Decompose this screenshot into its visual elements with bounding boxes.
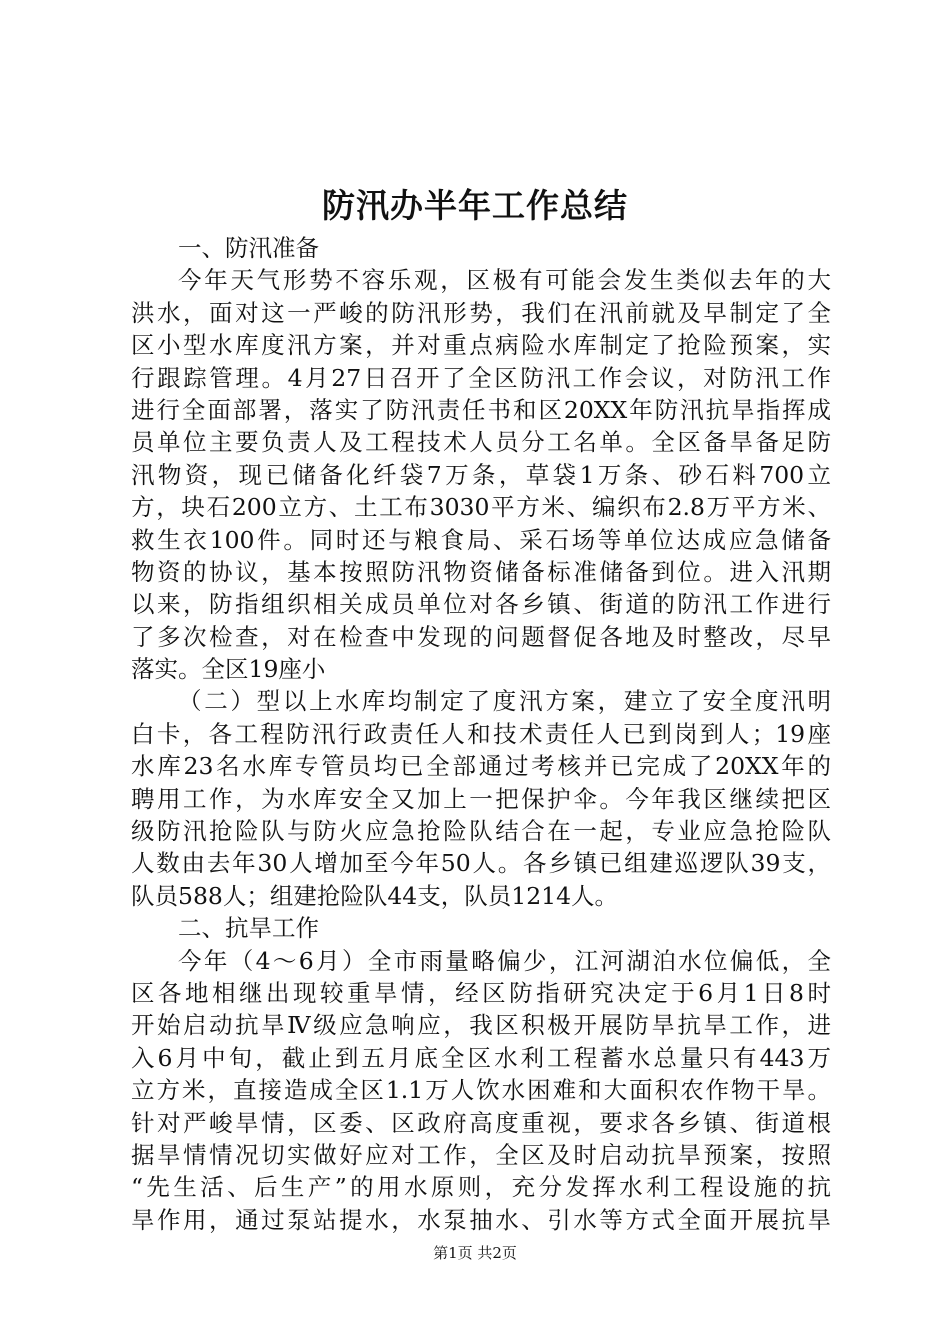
page-footer: 第1页 共2页	[433, 1244, 517, 1262]
body-text-line: 洪水，面对这一严峻的防汛形势，我们在汛前就及早制定了全	[131, 298, 831, 327]
body-text-line: 今年（4～6月）全市雨量略偏少，江河湖泊水位偏低，全	[178, 946, 831, 975]
section-heading: 二、抗旱工作	[178, 914, 319, 943]
body-text-line: 今年天气形势不容乐观，区极有可能会发生类似去年的大	[178, 266, 831, 295]
body-text-line: 级防汛抢险队与防火应急抢险队结合在一起，专业应急抢险队	[131, 817, 831, 846]
body-text-line: （二）型以上水库均制定了度汛方案，建立了安全度汛明	[178, 687, 831, 716]
body-text-line: 区小型水库度汛方案，并对重点病险水库制定了抢险预案，实	[131, 331, 831, 360]
body-text-line: 落实。全区19座小	[131, 655, 326, 684]
body-text-line: 白卡，各工程防汛行政责任人和技术责任人已到岗到人；19座	[131, 719, 831, 748]
body-text-line: 了多次检查，对在检查中发现的问题督促各地及时整改，尽早	[131, 622, 831, 651]
body-text-line: 水库23名水库专管员均已全部通过考核并已完成了20XX年的	[131, 752, 831, 781]
body-text-line: 方，块石200立方、土工布3030平方米、编织布2.8万平方米、	[131, 493, 831, 522]
body-text-line: 立方米，直接造成全区1.1万人饮水困难和大面积农作物干旱。	[131, 1076, 831, 1105]
body-text-line: 人数由去年30人增加至今年50人。各乡镇已组建巡逻队39支，	[131, 849, 831, 878]
body-text-line: 行跟踪管理。4月27日召开了全区防汛工作会议，对防汛工作	[131, 363, 831, 392]
body-text-line: 针对严峻旱情，区委、区政府高度重视，要求各乡镇、街道根	[131, 1108, 831, 1137]
section-heading: 一、防汛准备	[178, 234, 319, 262]
body-text-line: “先生活、后生产”的用水原则，充分发挥水利工程设施的抗	[131, 1173, 831, 1202]
body-text-line: 队员588人；组建抢险队44支，队员1214人。	[131, 881, 619, 910]
body-text-line: 旱作用，通过泵站提水，水泵抽水、引水等方式全面开展抗旱	[131, 1205, 831, 1234]
body-text-line: 开始启动抗旱Ⅳ级应急响应，我区积极开展防旱抗旱工作，进	[131, 1011, 831, 1040]
body-text-line: 入6月中旬，截止到五月底全区水利工程蓄水总量只有443万	[131, 1043, 831, 1072]
body-text-line: 区各地相继出现较重旱情，经区防指研究决定于6月1日8时	[131, 978, 831, 1007]
body-text-line: 汛物资，现已储备化纤袋7万条，草袋1万条、砂石料700立	[131, 460, 831, 489]
body-text-line: 物资的协议，基本按照防汛物资储备标准储备到位。进入汛期	[131, 557, 831, 586]
body-text-line: 据旱情情况切实做好应对工作，全区及时启动抗旱预案，按照	[131, 1140, 831, 1169]
document-body	[131, 232, 831, 1236]
body-text-line: 救生衣100件。同时还与粮食局、采石场等单位达成应急储备	[131, 525, 831, 554]
body-text-line: 以来，防指组织相关成员单位对各乡镇、街道的防汛工作进行	[131, 590, 831, 619]
document-title: 防汛办半年工作总结	[322, 186, 628, 225]
body-text-line: 进行全面部署，落实了防汛责任书和区20XX年防汛抗旱指挥成	[131, 395, 831, 424]
body-text-line: 聘用工作，为水库安全又加上一把保护伞。今年我区继续把区	[131, 784, 831, 813]
body-text-line: 员单位主要负责人及工程技术人员分工名单。全区备旱备足防	[131, 428, 831, 457]
